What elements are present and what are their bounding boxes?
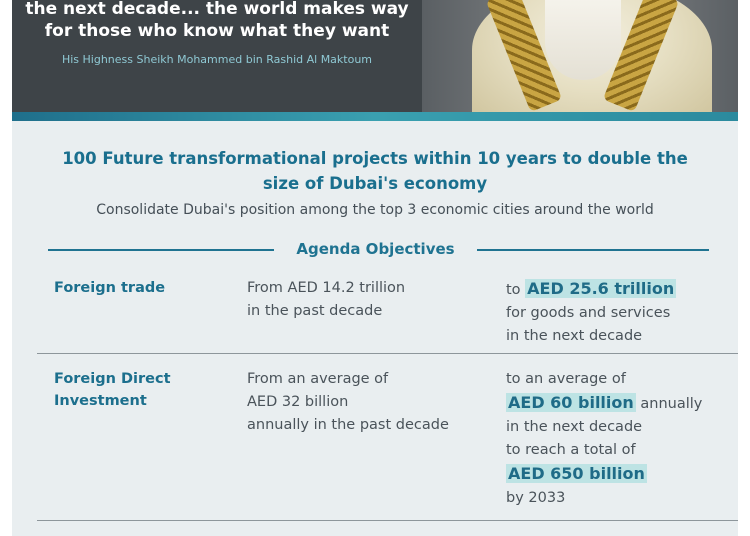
label-line: Investment (54, 393, 147, 409)
row-from-foreign-trade (247, 277, 405, 323)
quote-line-1: the next decade... the world makes way (25, 0, 409, 19)
from-line: in the past decade (247, 303, 383, 319)
to-line: to an average of (506, 371, 626, 387)
objectives-rule-left (48, 249, 274, 251)
to-line: in the next decade (506, 419, 643, 435)
robe-shirt (545, 0, 621, 80)
to-line (506, 462, 702, 487)
quote-line-2: for those who know what they want (44, 21, 390, 41)
from-line: annually in the past decade (247, 417, 449, 433)
row-divider (37, 353, 738, 354)
headline-line-1: 100 Future transformational projects within 10 years to double the (62, 149, 688, 168)
subheadline: Consolidate Dubai's position among the top 3 economic cities around the world (96, 202, 654, 218)
quote-attribution: His Highness Sheikh Mohammed bin Rashid Al Maktoum (61, 53, 373, 66)
row-label-foreign-trade: Foreign trade (54, 280, 166, 296)
target-value-highlight: AED 25.6 trillion (527, 279, 675, 298)
total-value-highlight: AED 650 billion (508, 464, 645, 483)
to-line (506, 277, 676, 302)
row-from-fdi (247, 368, 449, 437)
to-line (506, 391, 702, 416)
header-banner (12, 0, 738, 112)
headline (0, 146, 750, 196)
from-line: From AED 14.2 trillion (247, 280, 406, 296)
label-line: Foreign Direct (54, 371, 171, 387)
to-line: for goods and services (506, 305, 671, 321)
from-line: From an average of (247, 371, 389, 387)
row-divider (37, 520, 738, 521)
target-value-highlight: AED 60 billion (508, 393, 634, 412)
objectives-title: Agenda Objectives (296, 240, 455, 258)
row-to-fdi (506, 368, 702, 510)
to-prefix: to (506, 282, 526, 298)
to-line: by 2033 (506, 490, 566, 506)
to-suffix: annually (635, 396, 703, 412)
row-label-fdi (54, 368, 171, 412)
from-line: AED 32 billion (247, 394, 349, 410)
to-line: to reach a total of (506, 442, 636, 458)
row-to-foreign-trade (506, 277, 676, 348)
to-line: in the next decade (506, 328, 643, 344)
accent-bar (12, 112, 738, 121)
objectives-rule-right (477, 249, 709, 251)
headline-line-2: size of Dubai's economy (262, 174, 488, 193)
